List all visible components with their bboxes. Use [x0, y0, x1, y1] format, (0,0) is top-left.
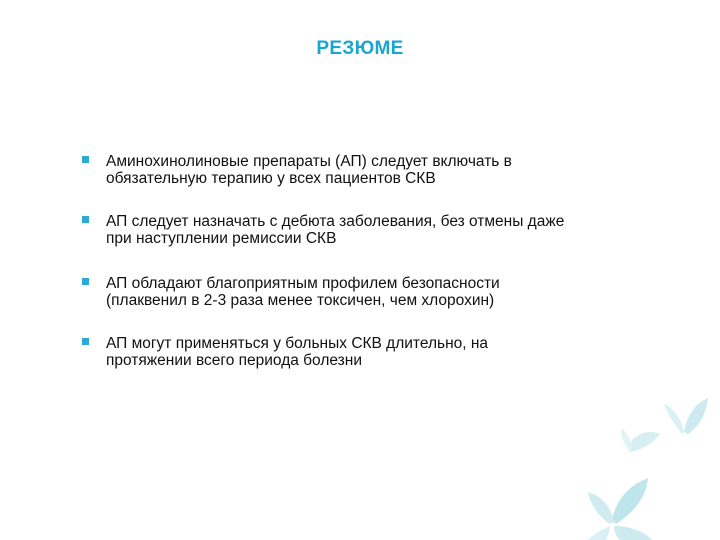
butterfly-icon — [664, 398, 708, 434]
bullet-item — [80, 335, 660, 369]
bullet-text: Аминохинолиновые препараты (АП) следует включать в обязательную терапию у всех пациентов СКВ — [106, 153, 512, 187]
bullet-marker-icon — [82, 216, 89, 223]
bullet-marker-icon — [82, 338, 89, 345]
bullet-text: АП обладают благоприятным профилем безопасности (плаквенил в 2-3 раза менее токсичен, чем хлорохин) — [106, 275, 500, 309]
bullet-marker-icon — [82, 156, 89, 163]
bullet-text: АП могут применяться у больных СКВ длительно, на протяжении всего периода болезни — [106, 335, 489, 369]
bullet-marker-icon — [82, 278, 89, 285]
butterfly-icon — [621, 428, 660, 452]
bullet-item — [80, 275, 660, 309]
butterfly-icon — [588, 478, 652, 540]
bullet-item — [80, 213, 660, 247]
bullet-item — [80, 153, 660, 187]
bullet-text: АП следует назначать с дебюта заболевания, без отмены даже при наступлении ремиссии СКВ — [106, 213, 565, 247]
slide-title: РЕЗЮМЕ — [316, 38, 404, 59]
